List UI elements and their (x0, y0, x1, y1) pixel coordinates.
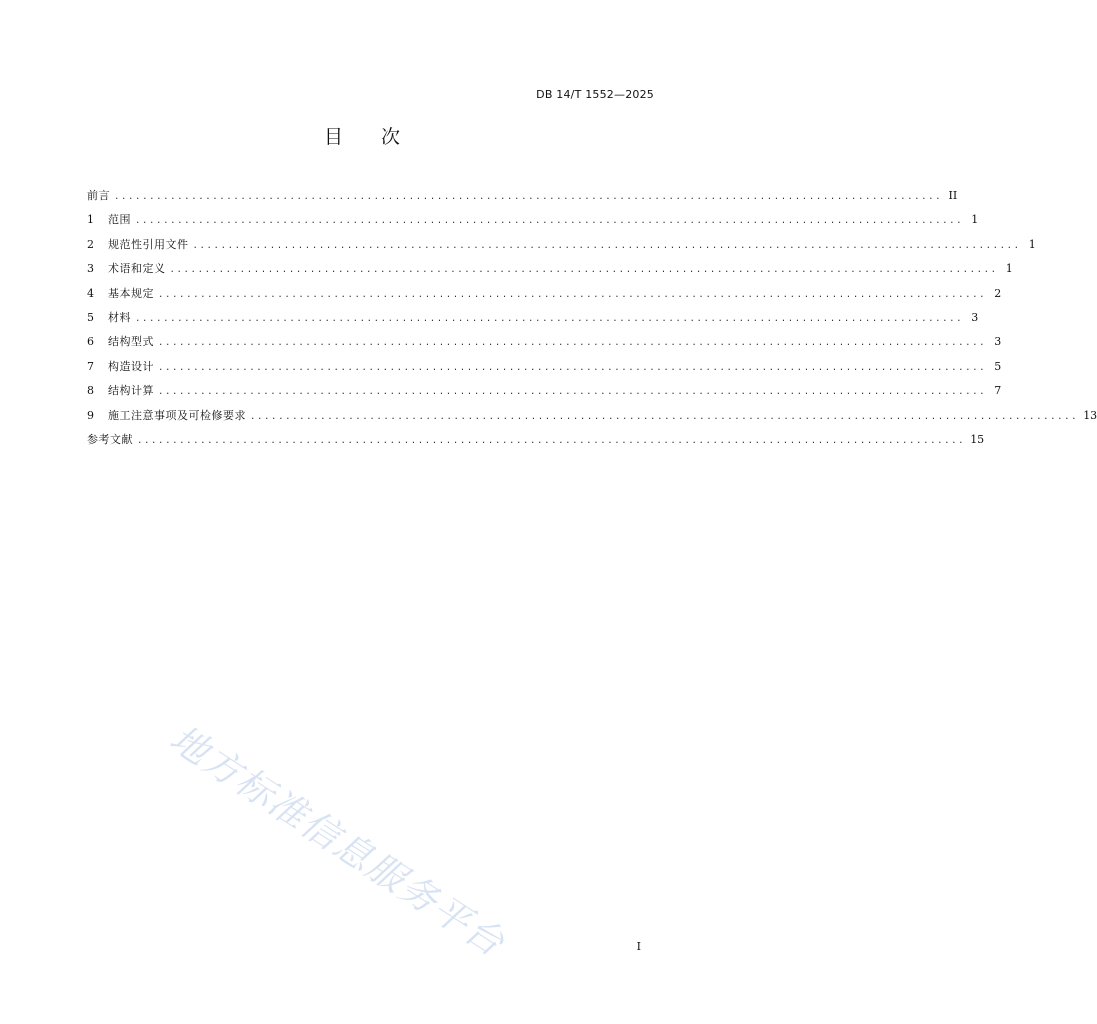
toc-entry-foreword[interactable] (87, 184, 958, 208)
toc-entry-2[interactable] (87, 233, 1036, 257)
toc-leader: ...................................................................................................................... (135, 313, 964, 324)
toc-label: 结构型式 (108, 335, 154, 349)
toc-number: 1 (87, 213, 94, 227)
toc-leader: ...................................................................................................................... (169, 265, 998, 276)
toc-page-number: 7 (994, 384, 1002, 398)
toc-label: 材料 (108, 310, 131, 324)
toc-entry-4[interactable] (87, 282, 1002, 306)
toc-entry-7[interactable] (87, 355, 1002, 379)
toc-label: 术语和定义 (108, 262, 166, 276)
toc-number: 9 (87, 408, 94, 422)
toc-page-number: 13 (1083, 408, 1097, 422)
toc-label: 参考文献 (87, 432, 133, 446)
toc-entry-3[interactable] (87, 257, 1013, 281)
toc-entry-6[interactable] (87, 330, 1002, 354)
toc-label: 前言 (87, 189, 110, 202)
toc-label: 规范性引用文件 (108, 237, 189, 251)
toc-leader: ...................................................................................................................... (114, 192, 943, 202)
toc-page-number: 15 (970, 432, 985, 446)
standard-code: DB 14/T 1552—2025 (536, 88, 654, 101)
toc-page-number: 3 (994, 335, 1002, 349)
table-of-contents (87, 184, 1097, 452)
toc-leader: ...................................................................................................................... (137, 435, 966, 446)
watermark: 地方标准信息服务平台 (162, 716, 513, 966)
toc-page-number: 5 (994, 359, 1002, 373)
toc-entry-references[interactable] (87, 428, 985, 452)
toc-label: 施工注意事项及可检修要求 (108, 408, 246, 422)
toc-leader: ...................................................................................................................... (158, 289, 987, 300)
toc-entry-1[interactable] (87, 208, 979, 232)
toc-number: 4 (87, 286, 94, 300)
toc-number: 3 (87, 262, 94, 276)
toc-label: 构造设计 (108, 359, 154, 373)
toc-number: 5 (87, 310, 94, 324)
toc-page-number: 1 (971, 213, 979, 227)
toc-page-number: 3 (971, 310, 979, 324)
toc-leader: ...................................................................................................................... (135, 216, 964, 227)
toc-leader: ...................................................................................................................... (158, 338, 987, 349)
toc-entry-5[interactable] (87, 306, 979, 330)
page-title: 目次 (323, 126, 438, 148)
toc-label: 范围 (108, 213, 131, 227)
toc-leader: ...................................................................................................................... (158, 362, 987, 373)
toc-leader: ...................................................................................................................... (158, 387, 987, 398)
toc-leader: ...................................................................................................................... (192, 240, 1021, 251)
toc-entry-9[interactable] (87, 404, 1097, 428)
toc-number: 7 (87, 359, 94, 373)
toc-leader: ...................................................................................................................... (250, 411, 1079, 422)
toc-label: 结构计算 (108, 384, 154, 398)
toc-number: 6 (87, 335, 94, 349)
toc-page-number: II (948, 189, 958, 202)
toc-page-number: 2 (994, 286, 1002, 300)
toc-number: 2 (87, 237, 94, 251)
toc-page-number: 1 (1005, 262, 1013, 276)
toc-number: 8 (87, 384, 94, 398)
toc-page-number: 1 (1028, 237, 1036, 251)
page-number: I (636, 940, 641, 953)
toc-entry-8[interactable] (87, 379, 1002, 403)
toc-label: 基本规定 (108, 286, 154, 300)
